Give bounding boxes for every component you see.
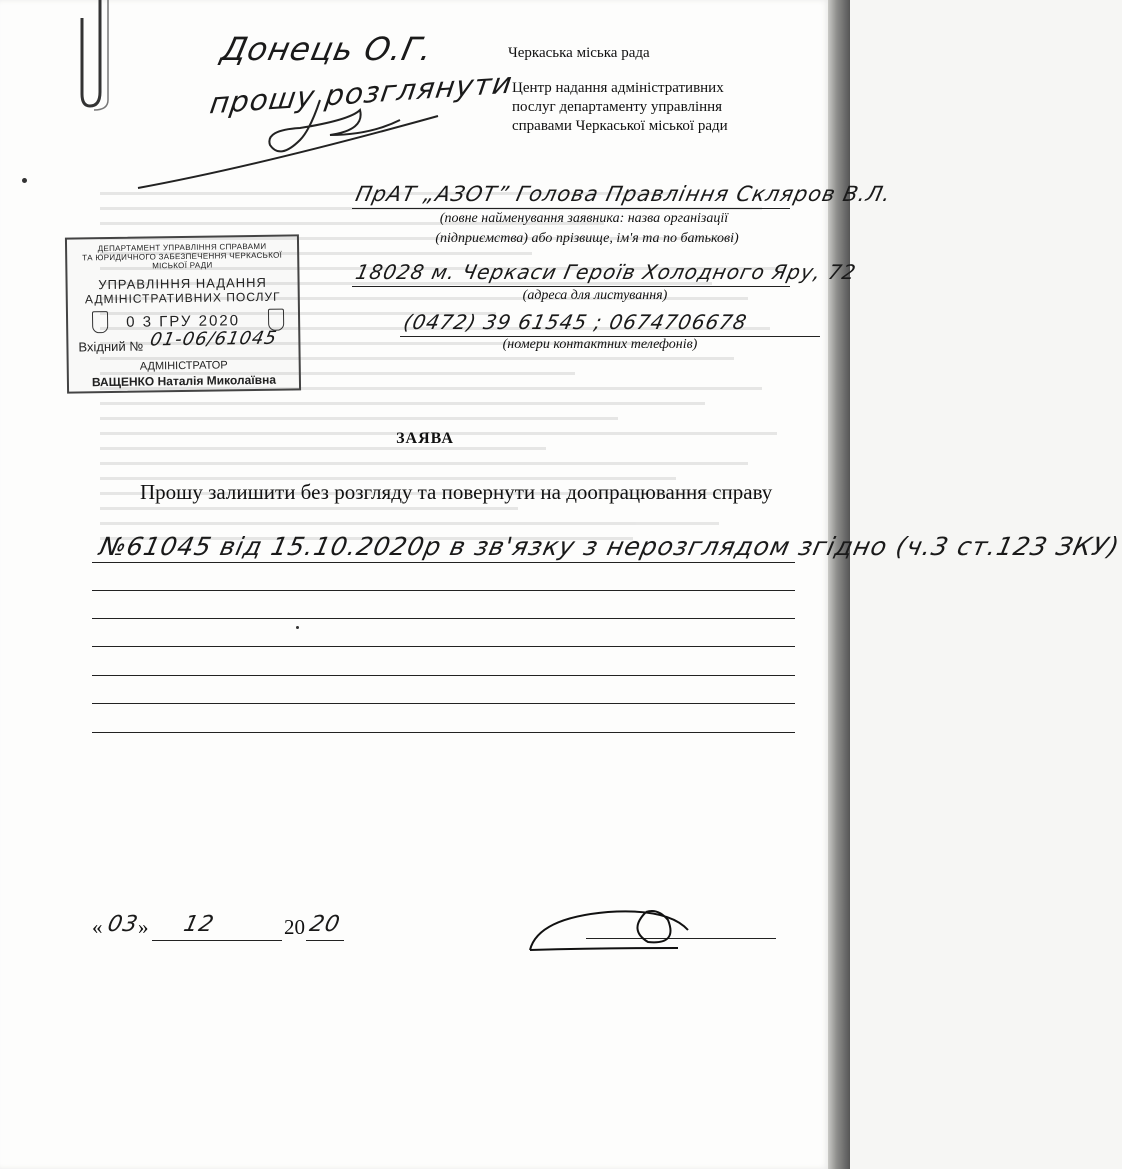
- applicant-address-field[interactable]: [352, 256, 859, 287]
- applicant-name-caption: (повне найменування заявника: назва організації: [439, 211, 729, 226]
- paperclip-icon: [80, 0, 120, 112]
- applicant-address-caption: (адреса для листування): [522, 288, 668, 303]
- date-month[interactable]: 12: [181, 912, 217, 937]
- coat-of-arms-icon: [92, 311, 108, 333]
- addressee-center-line: послуг департаменту управління: [512, 99, 723, 115]
- applicant-signature: [528, 900, 698, 960]
- date-month-line: [152, 940, 282, 941]
- request-text: Прошу залишити без розгляду та повернути на доопрацювання справу: [140, 480, 773, 504]
- date-day[interactable]: 03: [105, 912, 141, 937]
- text-line[interactable]: [92, 590, 795, 591]
- addressee-block: [508, 44, 728, 136]
- text-line[interactable]: [92, 618, 795, 619]
- applicant-phones-field[interactable]: [400, 306, 820, 337]
- addressee-center-line: Центр надання адміністративних: [512, 80, 724, 96]
- text-line[interactable]: [92, 732, 795, 733]
- stamp-admin-name: ВАЩЕНКО Наталія Миколаївна: [91, 372, 277, 390]
- request-handwritten-text: №61045 від 15.10.2020р в зв'язку з нерозглядом згідно (ч.3 ст.123 ЗКУ): [96, 532, 1122, 561]
- applicant-address-value: 18028 м. Черкаси Героїв Холодного Яру, 72: [353, 260, 859, 284]
- scan-edge: [828, 0, 850, 1169]
- text-line[interactable]: [92, 675, 795, 676]
- addressee-council: Черкаська міська рада: [508, 45, 650, 61]
- text-line[interactable]: [92, 646, 795, 647]
- date-close-quote: »: [138, 915, 149, 939]
- applicant-name-field[interactable]: [352, 178, 894, 209]
- stamp-line: УПРАВЛІННЯ НАДАННЯ: [98, 274, 267, 293]
- stamp-line: ТА ЮРИДИЧНОГО ЗАБЕЗПЕЧЕННЯ ЧЕРКАСЬКОЇ МІСЬКОЇ РАДИ: [82, 250, 283, 271]
- document-title: ЗАЯВА: [396, 430, 454, 447]
- addressee-center-line: справами Черкаської міської ради: [512, 118, 728, 134]
- stamp-admin-label: АДМІНІСТРАТОР: [139, 359, 228, 373]
- date-open-quote: «: [92, 915, 103, 939]
- stamp-incoming-label: Вхідний №: [78, 338, 144, 355]
- date-year-line: [306, 940, 344, 941]
- stamp-incoming-value: 01-06/61045: [148, 327, 280, 351]
- scan-speck: [22, 178, 27, 183]
- registration-stamp: [65, 234, 301, 393]
- applicant-phones-value: (0472) 39 61545 ; 0674706678: [401, 310, 750, 334]
- resolution-name: Донець О.Г.: [217, 30, 437, 68]
- resolution-note: прошу розглянути: [207, 65, 515, 121]
- stamp-line: АДМІНІСТРАТИВНИХ ПОСЛУГ: [84, 289, 281, 307]
- stamp-line: ДЕПАРТАМЕНТ УПРАВЛІННЯ СПРАВАМИ: [97, 241, 267, 254]
- text-line[interactable]: [92, 703, 795, 704]
- stamp-date: 0 3 ГРУ 2020: [126, 312, 241, 331]
- applicant-name-value: ПрАТ „АЗОТ” Голова Правління Скляров В.Л.: [353, 182, 894, 206]
- applicant-name-caption-2: (підприємства) або прізвище, ім'я та по батькові): [435, 231, 739, 246]
- date-year-suffix[interactable]: 20: [307, 912, 343, 937]
- text-line[interactable]: [92, 562, 795, 563]
- applicant-phones-caption: (номери контактних телефонів): [502, 337, 698, 352]
- date-year-prefix: 20: [284, 915, 305, 939]
- scan-speck: [296, 626, 299, 629]
